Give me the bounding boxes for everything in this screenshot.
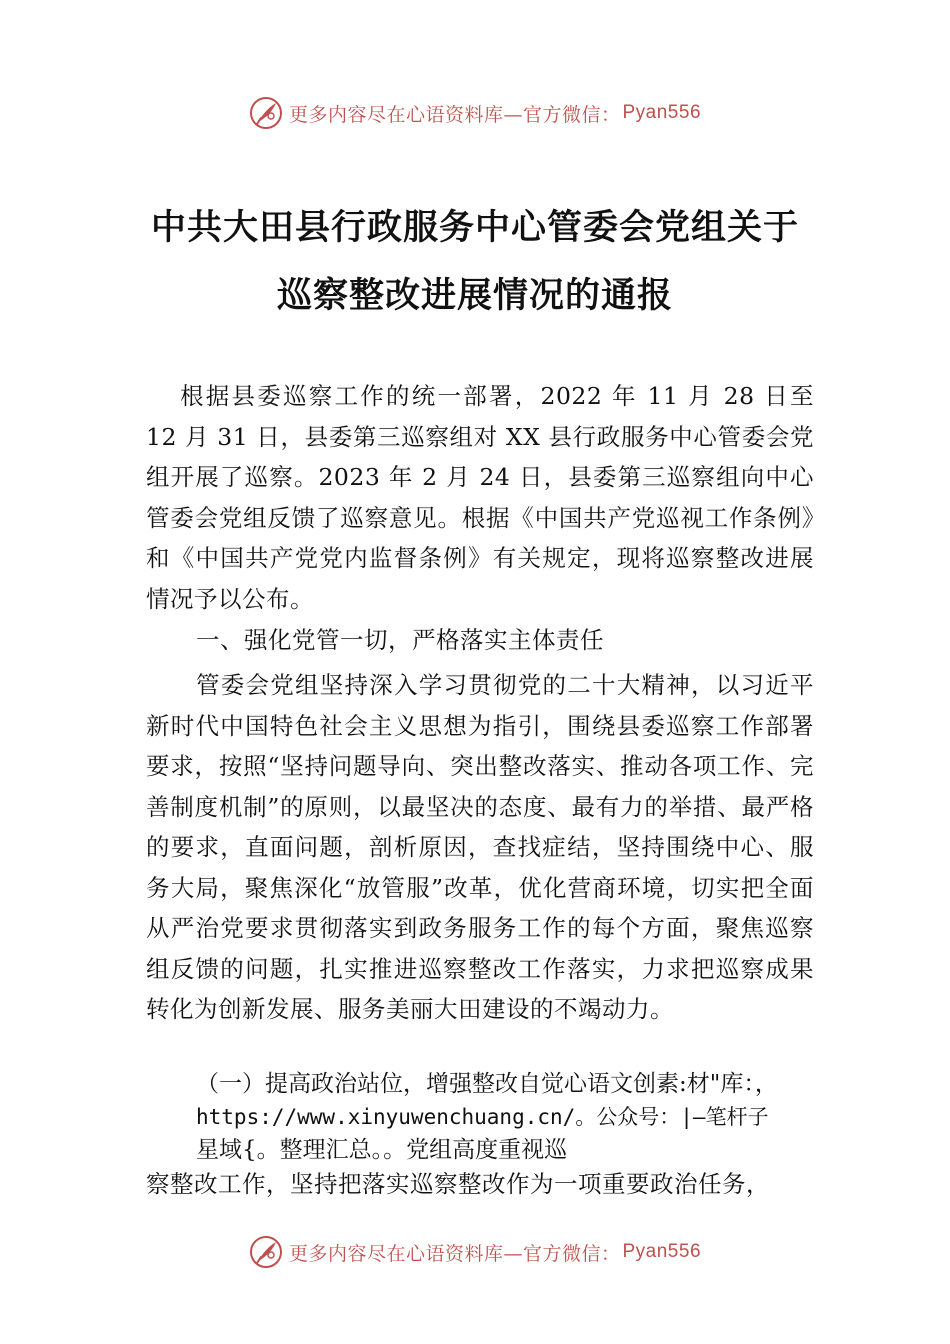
section-heading-1: 一、强化党管一切，严格落实主体责任 [196,626,604,654]
watermark-account: Pyan556 [622,102,702,123]
subheading-line-a: （一）提高政治站位，增强整改自觉心语文创素:材"库：， [196,1071,778,1097]
quill-feather-icon [249,96,283,130]
watermark-footer [0,1235,950,1269]
watermark-header [0,96,950,130]
watermark-account: Pyan556 [622,1241,702,1262]
quill-feather-icon [249,1235,283,1269]
subheading-line-c: 星域{。整理汇总。。党组高度重视巡 [196,1137,568,1163]
paragraph-intro: 根据县委巡察工作的统一部署，2022 年 11 月 28 日至 12 月 31 日，县委第三巡察组对 XX 县行政服务中心管委会党组开展了巡察。2023 年 2 月 24 日，县委第三巡察组向中心管委会党组反馈了巡察意见。根据《中国共产党巡视工作条例》和《中国共产党党内监督条例》有关规定，现将巡察整改进展情况予以公布。 [146,382,814,613]
document-title-line1: 中共大田县行政服务中心管委会党组关于 [150,207,799,248]
subheading-1-1 [196,1068,836,1167]
watermark-text: 更多内容尽在心语资料库—官方微信： [288,1242,621,1265]
paragraph-continuation: 察整改工作，坚持把落实巡察整改作为一项重要政治任务， [146,1170,770,1198]
watermark-text: 更多内容尽在心语资料库—官方微信： [288,103,621,126]
paragraph-section-1: 管委会党组坚持深入学习贯彻党的二十大精神，以习近平新时代中国特色社会主义思想为指引，围绕县委巡察工作部署要求，按照“坚持问题导向、突出整改落实、推动各项工作、完善制度机制”的原则，以最坚决的态度、最有力的举措、最严格的要求，直面问题，剖析原因，查找症结，坚持围绕中心、服务大局，聚焦深化“放管服”改革，优化营商环境，切实把全面从严治党要求贯彻落实到政务服务工作的每个方面，聚焦巡察组反馈的问题，扎实推进巡察整改工作落实，力求把巡察成果转化为创新发展、服务美丽大田建设的不竭动力。 [146,671,814,1023]
document-title-line2: 巡察整改进展情况的通报 [276,275,673,316]
subheading-line-b: https://www.xinyuwenchuang.cn/。公众号：|—笔杆子 [196,1105,769,1129]
